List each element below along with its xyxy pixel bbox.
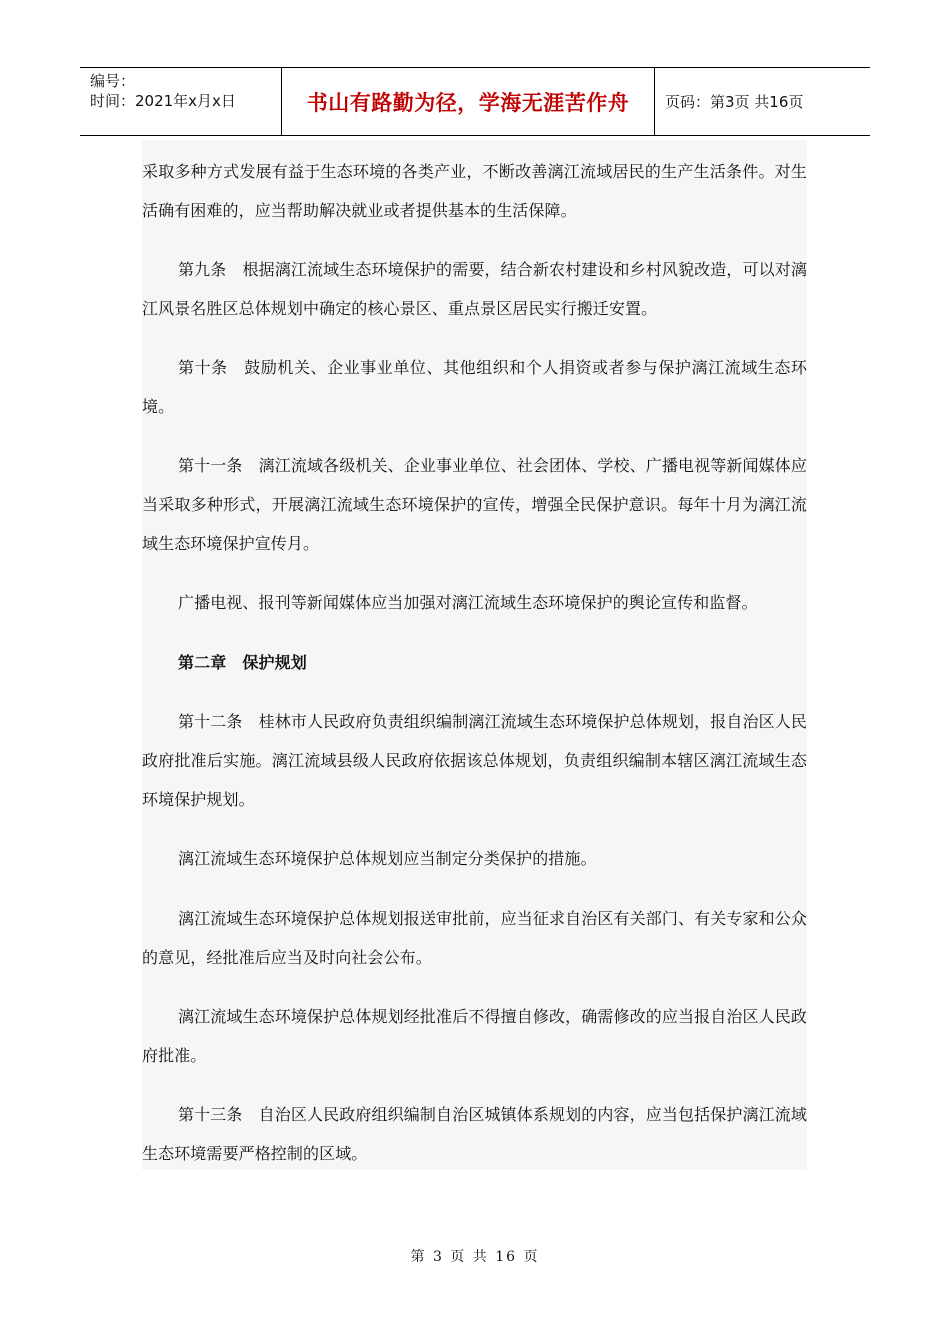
paragraph: 漓江流域生态环境保护总体规划报送审批前，应当征求自治区有关部门、有关专家和公众的意见，经批准后应当及时向社会公布。 <box>142 909 807 967</box>
paragraph: 漓江流域生态环境保护总体规划应当制定分类保护的措施。 <box>178 849 597 868</box>
paragraph: 广播电视、报刊等新闻媒体应当加强对漓江流域生态环境保护的舆论宣传和监督。 <box>178 593 758 612</box>
document-number-label: 编号： <box>90 72 136 90</box>
header-meta <box>80 68 282 135</box>
paragraph: 漓江流域生态环境保护总体规划经批准后不得擅自修改，确需修改的应当报自治区人民政府批准。 <box>142 1007 807 1065</box>
document-time-label: 时间：2021年x月x日 <box>90 92 236 110</box>
chapter-heading: 第二章 保护规划 <box>178 653 307 672</box>
article-12: 第十二条 桂林市人民政府负责组织编制漓江流域生态环境保护总体规划，报自治区人民政府批准后实施。漓江流域县级人民政府依据该总体规划，负责组织编制本辖区漓江流域生态环境保护规划。 <box>142 712 807 809</box>
article-10: 第十条 鼓励机关、企业事业单位、其他组织和个人捐资或者参与保护漓江流域生态环境。 <box>142 358 807 416</box>
header-page-label: 页码：第3页 共16页 <box>665 93 804 111</box>
paragraph: 采取多种方式发展有益于生态环境的各类产业，不断改善漓江流域居民的生产生活条件。对生活确有困难的，应当帮助解决就业或者提供基本的生活保障。 <box>142 162 807 220</box>
page-header <box>80 67 870 136</box>
header-page-info <box>655 68 870 135</box>
page-footer: 第 3 页 共 16 页 <box>410 1249 540 1265</box>
header-motto: 书山有路勤为径，学海无涯苦作舟 <box>282 68 655 135</box>
article-11: 第十一条 漓江流域各级机关、企业事业单位、社会团体、学校、广播电视等新闻媒体应当采取多种形式，开展漓江流域生态环境保护的宣传，增强全民保护意识。每年十月为漓江流域生态环境保护宣传月。 <box>142 456 807 553</box>
article-13: 第十三条 自治区人民政府组织编制自治区城镇体系规划的内容，应当包括保护漓江流域生态环境需要严格控制的区域。 <box>142 1105 807 1163</box>
article-9: 第九条 根据漓江流域生态环境保护的需要，结合新农村建设和乡村风貌改造，可以对漓江风景名胜区总体规划中确定的核心景区、重点景区居民实行搬迁安置。 <box>142 260 807 318</box>
